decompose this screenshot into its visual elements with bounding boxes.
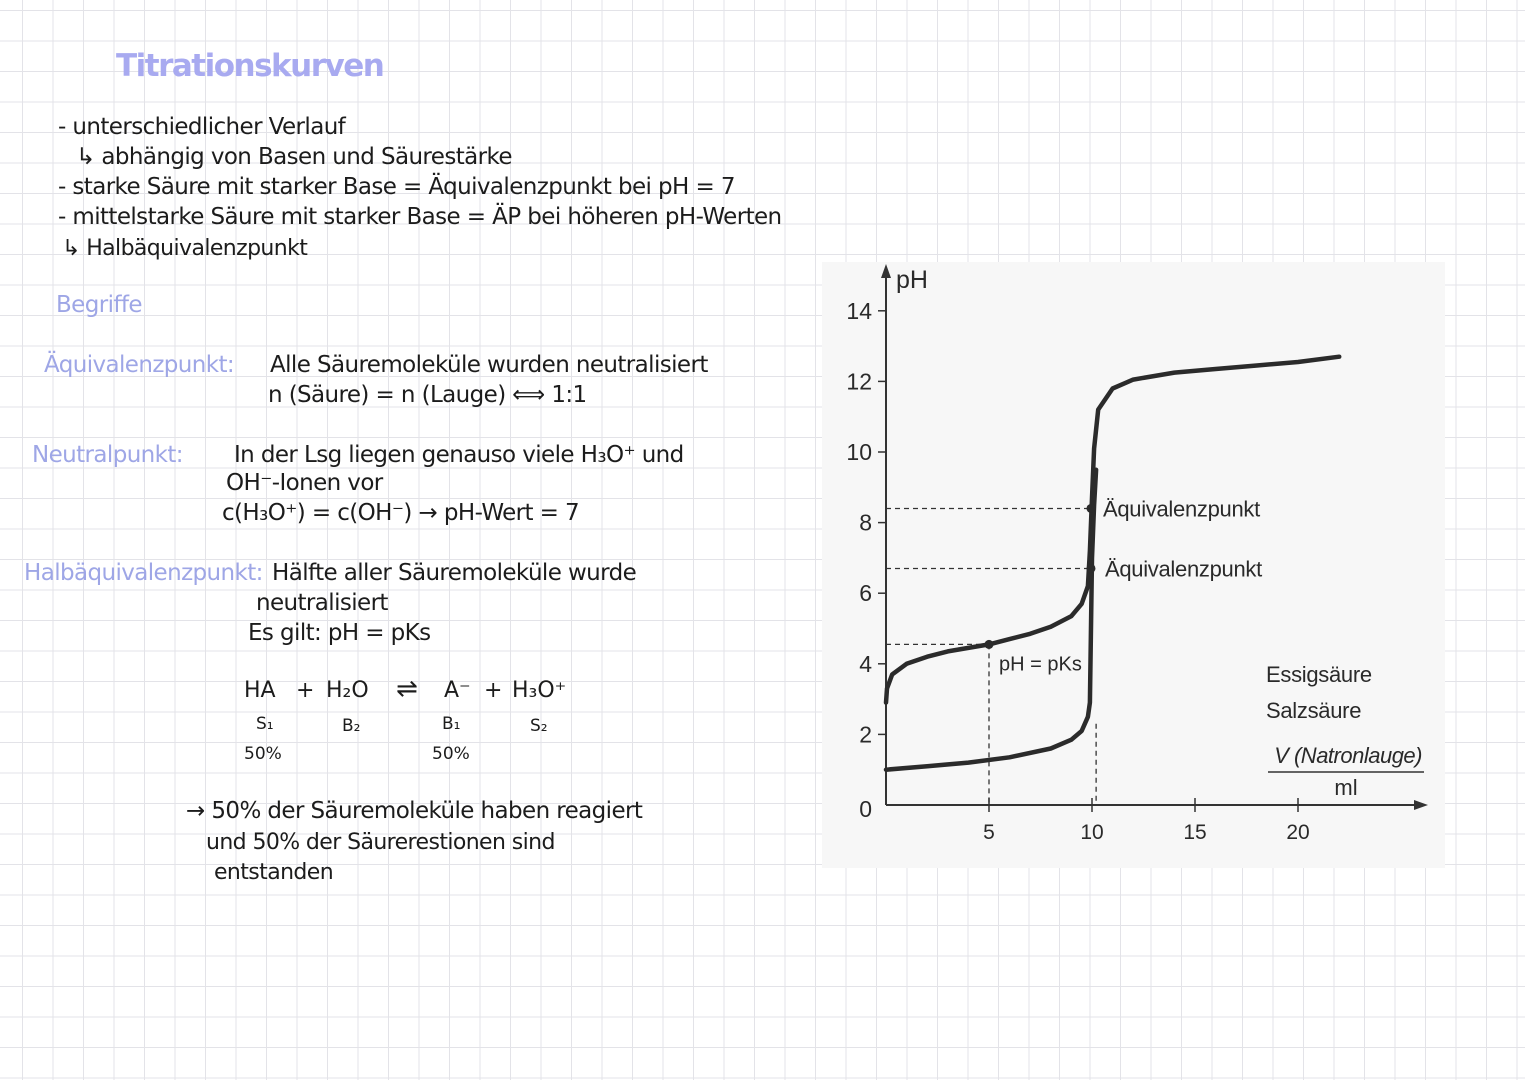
reaction-plus-2: + [484,678,503,703]
x-axis-label: V (Natronlauge) [1274,743,1422,768]
conclusion-line-3: entstanden [214,860,334,885]
term-def-halbaequivalenzpunkt-line2: neutralisiert [256,590,388,616]
note-line-verlauf: - unterschiedlicher Verlauf [58,114,346,140]
y-tick-label: 4 [859,650,872,677]
reaction-a-minus: A⁻ [444,678,471,703]
term-label-neutralpunkt: Neutralpunkt: [32,442,183,468]
term-label-halbaequivalenzpunkt: Halbäquivalenzpunkt: [24,560,263,586]
reaction-h2o: H₂O [326,678,369,703]
reaction-ha: HA [244,678,276,703]
y-tick-label: 14 [846,297,872,324]
y-tick-label: 8 [859,509,872,536]
reaction-percent-right: 50% [432,744,470,764]
y-tick-label: 10 [846,439,872,465]
reaction-equilibrium-arrow: ⇌ [396,674,418,704]
note-line-halbaequivalenzpunkt: ↳ Halbäquivalenzpunkt [62,236,308,261]
reaction-label-b1: B₁ [442,714,461,734]
legend-label-essigsaeure: Essigsäure [1266,662,1372,687]
reaction-h3o: H₃O⁺ [512,678,567,703]
note-line-abhaengig: ↳ abhängig von Basen und Säurestärke [76,144,512,170]
x-tick-label: 20 [1286,821,1310,844]
annotation-label-equivalence-2: Äquivalenzpunkt [1104,556,1262,582]
x-axis-arrowhead [1414,800,1428,810]
x-tick-label: 15 [1183,821,1207,844]
legend-label-salzsaeure: Salzsäure [1266,698,1362,723]
section-title-begriffe: Begriffe [56,292,142,318]
x-axis-unit: ml [1334,775,1358,800]
term-def-aequivalenzpunkt-line2: n (Säure) = n (Lauge) ⟺ 1:1 [268,382,587,408]
page-title: Titrationskurven [116,48,384,84]
titration-chart-panel [822,262,1445,868]
reaction-percent-left: 50% [244,744,282,764]
conclusion-line-1: → 50% der Säuremoleküle haben reagiert [186,798,643,824]
reaction-plus-1: + [296,678,315,703]
term-def-halbaequivalenzpunkt-line3: Es gilt: pH = pKs [248,620,431,646]
annotation-label-equivalence-1: Äquivalenzpunkt [1102,496,1260,522]
x-tick-label: 10 [1080,821,1104,844]
y-tick-label: 2 [859,721,872,748]
conclusion-line-2: und 50% der Säurerestionen sind [206,830,555,855]
y-tick-label: 12 [846,368,872,395]
term-label-aequivalenzpunkt: Äquivalenzpunkt: [44,352,235,378]
term-def-halbaequivalenzpunkt-line1: Hälfte aller Säuremoleküle wurde [272,560,637,586]
x-tick-label: 5 [983,821,995,844]
reaction-label-b2: B₂ [342,716,361,736]
curve-essigsaeure [886,357,1339,703]
y-axis-arrowhead [881,264,891,278]
term-def-neutralpunkt-line3: c(H₃O⁺) = c(OH⁻) → pH-Wert = 7 [222,500,580,526]
annotation-point-1 [1086,564,1095,573]
annotation-label-half-equivalence: pH = pKs [999,653,1082,676]
titration-chart [822,262,1445,868]
note-line-mittelstarke-saeure: - mittelstarke Säure mit starker Base = ÄP bei höheren pH-Werten [58,204,782,230]
y-axis-label: pH [896,266,928,294]
annotation-point-2 [985,640,994,649]
note-line-starke-saeure: - starke Säure mit starker Base = Äquivalenzpunkt bei pH = 7 [58,174,735,200]
term-def-neutralpunkt-line1: In der Lsg liegen genauso viele H₃O⁺ und [234,442,684,468]
origin-label: 0 [859,796,872,822]
reaction-label-s1: S₁ [256,714,274,734]
reaction-label-s2: S₂ [530,716,548,736]
term-def-aequivalenzpunkt-line1: Alle Säuremoleküle wurden neutralisiert [270,352,708,378]
term-def-neutralpunkt-line2: OH⁻-Ionen vor [226,470,383,496]
annotation-point-0 [1086,504,1095,513]
y-tick-label: 6 [859,580,872,607]
